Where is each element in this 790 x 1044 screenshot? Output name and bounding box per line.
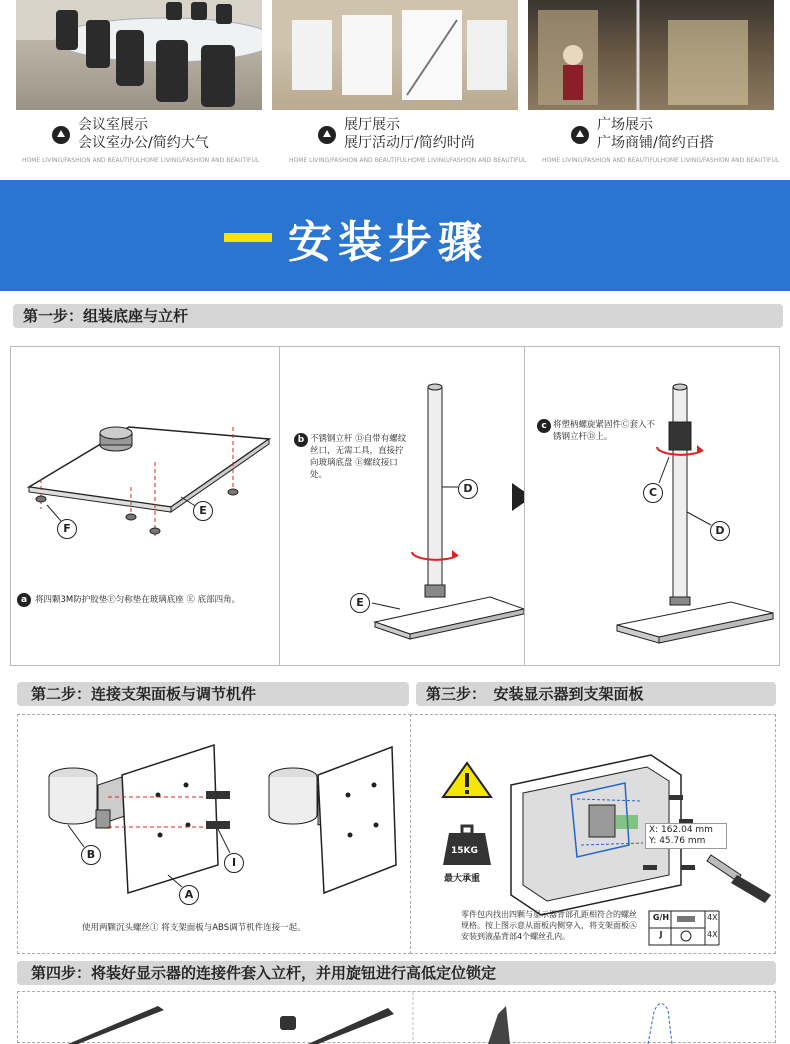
label-c: C <box>643 483 663 503</box>
caption-english: HOME LIVING/FASHION AND BEAUTIFULHOME LIVING/FASHION AND BEAUTIFUL <box>289 157 527 164</box>
marker-c: c <box>537 419 551 433</box>
caption-subtitle: 广场商铺/简约百搭 <box>597 135 714 151</box>
weight-value: 15KG <box>451 846 478 856</box>
caption-exhibition <box>318 116 475 152</box>
eject-icon <box>318 126 336 144</box>
label-d: D <box>710 521 730 541</box>
eject-icon <box>52 126 70 144</box>
label-f: F <box>57 519 77 539</box>
eject-icon <box>571 126 589 144</box>
banner-accent-bar <box>224 233 272 242</box>
marker-b: b <box>294 433 308 447</box>
step3-note: 零件包内找出四颗与显示器背部孔距相符合的螺丝规格。按上图示意从面板内侧穿入，将支架面板Ⓐ安装到液晶背部4个螺丝孔内。 <box>461 910 637 941</box>
part-qty-j: 4X <box>707 930 718 939</box>
step4-header: 第四步：将装好显示器的连接件套入立杆，并用旋钮进行高低定位锁定 <box>17 961 776 985</box>
banner-title: 安装步骤 <box>288 217 488 268</box>
step1-note-b: 不锈钢立杆 Ⓓ自带有螺纹丝口，无需工具，直接拧向玻璃底盘 Ⓔ螺纹接口处。 <box>310 434 407 480</box>
conference-illustration <box>16 0 262 110</box>
pole-base-diagram <box>280 347 526 667</box>
glass-base-diagram <box>11 347 281 667</box>
label-a: A <box>179 885 199 905</box>
step1-note-c: 将塑柄螺旋紧固件Ⓒ套入不锈钢立杆Ⓓ上。 <box>553 420 656 442</box>
step2-note: 使用两颗沉头螺丝Ⓘ 将支架面板与ABS调节机件连接一起。 <box>82 923 306 933</box>
clamp-pole-diagram <box>525 347 781 667</box>
label-e: E <box>350 593 370 613</box>
coord-y: Y: 45.76 mm <box>649 836 706 846</box>
step3-header: 第三步： 安装显示器到支架面板 <box>416 682 776 706</box>
plaza-illustration <box>528 0 774 110</box>
step2-panel <box>17 714 411 954</box>
section-banner <box>0 180 790 291</box>
step1-header: 第一步：组装底座与立杆 <box>13 304 783 328</box>
caption-title: 会议室展示 <box>78 117 148 133</box>
bracket-assembly-diagram <box>18 715 412 955</box>
photo-conference-room <box>16 0 262 110</box>
weight-caption: 最大承重 <box>444 874 481 884</box>
marker-a: a <box>17 593 31 607</box>
photo-plaza <box>528 0 774 110</box>
step2-header: 第二步：连接支架面板与调节机件 <box>17 682 409 706</box>
step1-panel-c <box>524 346 780 666</box>
caption-plaza <box>571 116 714 152</box>
label-i: I <box>224 853 244 873</box>
part-qty-gh: 4X <box>707 913 718 922</box>
caption-title: 展厅展示 <box>344 117 400 133</box>
step3-panel <box>410 714 776 954</box>
caption-english: HOME LIVING/FASHION AND BEAUTIFULHOME LIVING/FASHION AND BEAUTIFUL <box>22 157 260 164</box>
label-d: D <box>458 479 478 499</box>
arrow-icon-stem <box>512 491 524 503</box>
label-e: E <box>193 501 213 521</box>
photo-exhibition-hall <box>272 0 518 110</box>
step1-panel-a <box>10 346 280 666</box>
caption-title: 广场展示 <box>597 117 653 133</box>
step1-panel-b <box>279 346 525 666</box>
caption-conference <box>52 116 209 152</box>
step4-diagram-preview <box>18 992 777 1044</box>
coordinate-readout <box>645 823 727 849</box>
caption-english: HOME LIVING/FASHION AND BEAUTIFULHOME LIVING/FASHION AND BEAUTIFUL <box>542 157 780 164</box>
coord-x: X: 162.04 mm <box>649 825 713 835</box>
exhibition-illustration <box>272 0 518 110</box>
part-code-gh: G/H <box>652 913 670 922</box>
part-code-j: J <box>659 930 663 939</box>
caption-subtitle: 会议室办公/简约大气 <box>78 135 209 151</box>
step4-panel <box>17 991 776 1043</box>
step1-note-a: 将四颗3M防护胶垫Ⓕ匀称垫在玻璃底座 Ⓔ 底部四角。 <box>35 595 241 605</box>
caption-subtitle: 展厅活动厅/简约时尚 <box>344 135 475 151</box>
label-b: B <box>81 845 101 865</box>
